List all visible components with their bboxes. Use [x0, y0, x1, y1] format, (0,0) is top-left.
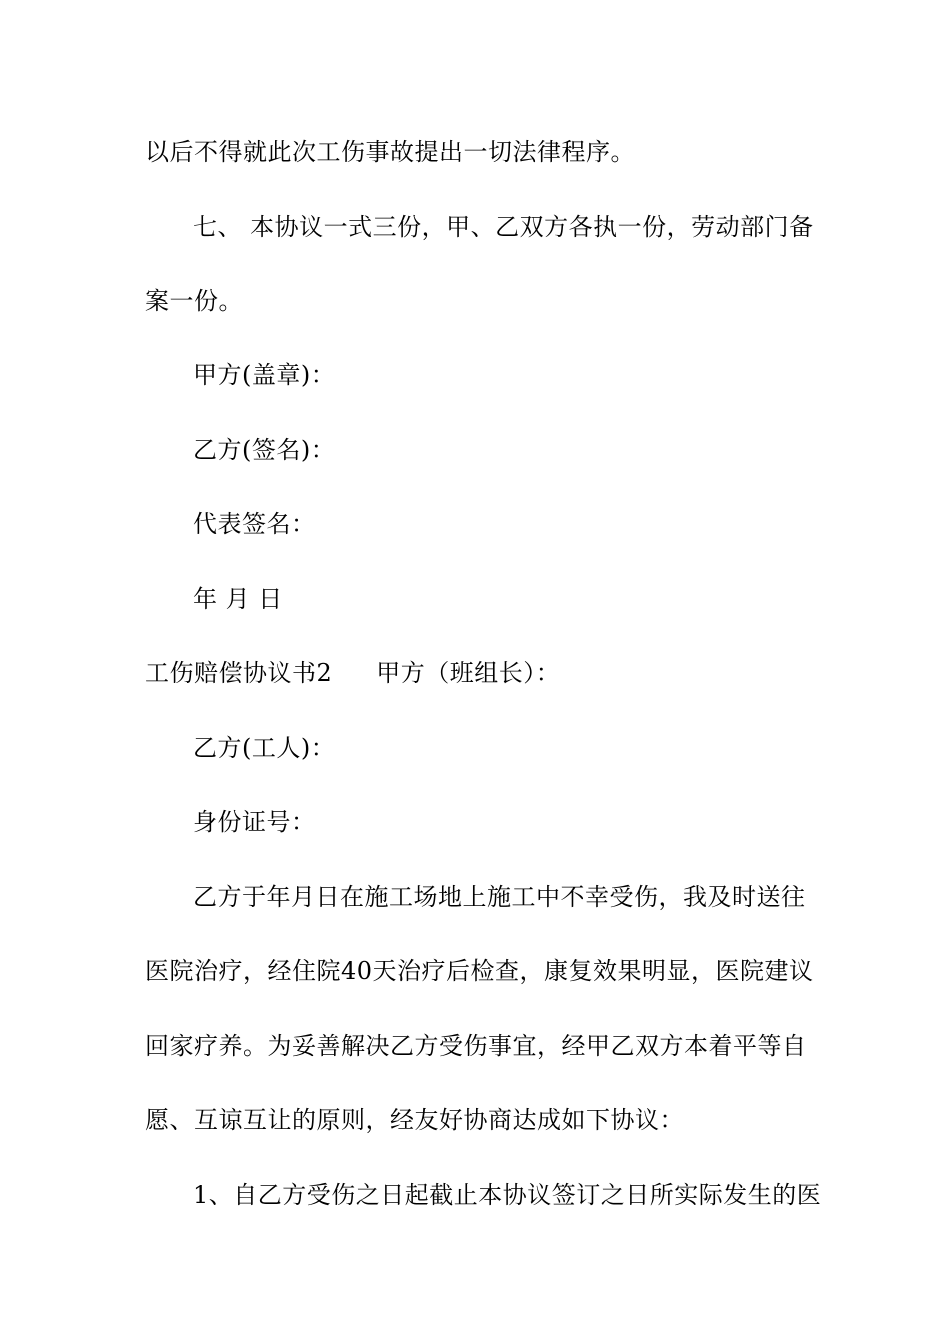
- clause-one-line: 1、自乙方受伤之日起截止本协议签订之日所实际发生的医: [193, 1181, 822, 1209]
- clause-seven-line: 七、 本协议一式三份，甲、乙双方各执一份，劳动部门备: [193, 213, 814, 241]
- paragraph-line: 案一份。: [145, 287, 243, 315]
- paragraph-line: 以后不得就此次工伤事故提出一切法律程序。: [145, 138, 635, 166]
- paragraph-line: 愿、互谅互让的原则，经友好协商达成如下协议：: [145, 1106, 684, 1134]
- party-a-seal-label: 甲方(盖章)：: [193, 361, 336, 389]
- agreement-title: 工伤赔偿协议书2: [145, 659, 333, 687]
- party-b-signature-label: 乙方(签名)：: [193, 436, 336, 464]
- paragraph-line: 乙方于年月日在施工场地上施工中不幸受伤，我及时送往: [193, 883, 806, 911]
- paragraph-line: 医院治疗，经住院40天治疗后检查，康复效果明显，医院建议: [145, 957, 814, 985]
- party-a-label: 甲方（班组长）：: [376, 659, 561, 687]
- agreement-heading-line: [145, 656, 825, 690]
- date-label: 年 月 日: [193, 585, 283, 613]
- id-number-label: 身份证号：: [193, 808, 316, 836]
- representative-signature-label: 代表签名：: [193, 510, 316, 538]
- party-b-worker-label: 乙方(工人)：: [193, 734, 336, 762]
- paragraph-line: 回家疗养。为妥善解决乙方受伤事宜，经甲乙双方本着平等自: [145, 1032, 807, 1060]
